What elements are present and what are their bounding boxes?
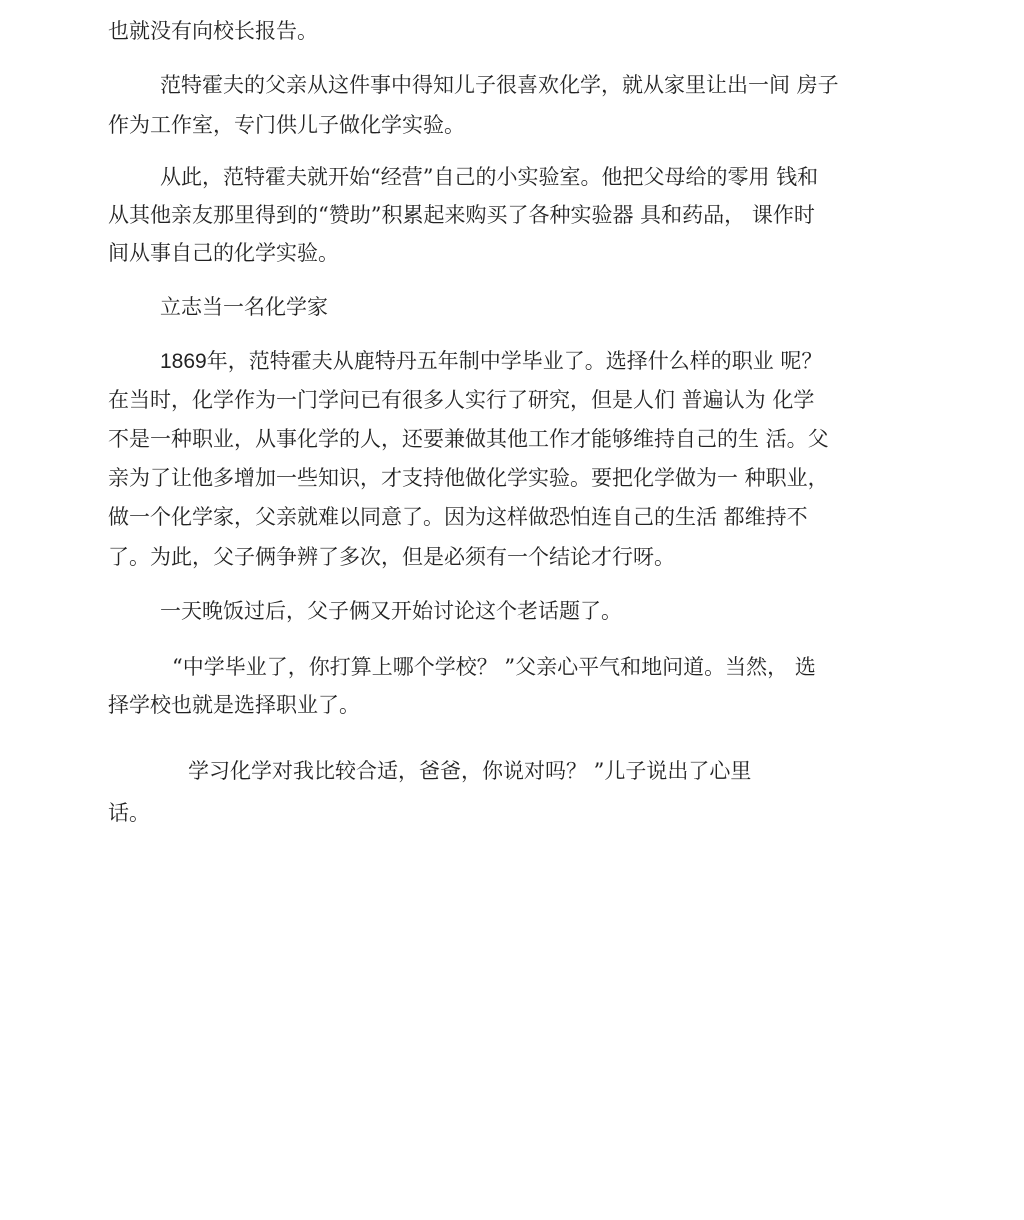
- text-line: 话。: [108, 801, 150, 825]
- text-line: 了。为此，父子俩争辨了多次，但是必须有一个结论才行呀。: [108, 545, 675, 569]
- text-line: 一天晚饭过后，父子俩又开始讨论这个老话题了。: [160, 599, 622, 623]
- text-line: 也就没有向校长报告。: [108, 19, 318, 43]
- year-number: 1869: [160, 350, 207, 373]
- text-line: 从此，范特霍夫就开始“经营”自己的小实验室。他把父母给的零用 钱和: [160, 165, 819, 189]
- text-line: “中学毕业了，你打算上哪个学校？ ”父亲心平气和地问道。当然， 选: [172, 655, 816, 679]
- text-line: [160, 346, 822, 377]
- text-line: 从其他亲友那里得到的“赞助”积累起来购买了各种实验器 具和药品， 课作时: [108, 203, 815, 227]
- text-span: 年，范特霍夫从鹿特丹五年制中学毕业了。选择什么样的职业 呢？: [206, 349, 823, 373]
- text-line: 择学校也就是选择职业了。: [108, 693, 360, 717]
- text-line: 在当时，化学作为一门学问已有很多人实行了研究，但是人们 普遍认为 化学: [108, 388, 815, 412]
- text-line: 间从事自己的化学实验。: [108, 241, 339, 265]
- text-line: 作为工作室，专门供儿子做化学实验。: [108, 113, 465, 137]
- text-line: 不是一种职业，从事化学的人，还要兼做其他工作才能够维持自己的生 活。父: [108, 427, 829, 451]
- text-line: 做一个化学家，父亲就难以同意了。因为这样做恐怕连自己的生活 都维持不: [108, 505, 808, 529]
- section-heading: 立志当一名化学家: [160, 295, 328, 319]
- text-line: 范特霍夫的父亲从这件事中得知儿子很喜欢化学，就从家里让出一间 房子: [160, 73, 839, 97]
- text-line: 学习化学对我比较合适，爸爸，你说对吗？ ”儿子说出了心里: [188, 759, 752, 783]
- text-line: 亲为了让他多增加一些知识，才支持他做化学实验。要把化学做为一 种职业，: [108, 466, 829, 490]
